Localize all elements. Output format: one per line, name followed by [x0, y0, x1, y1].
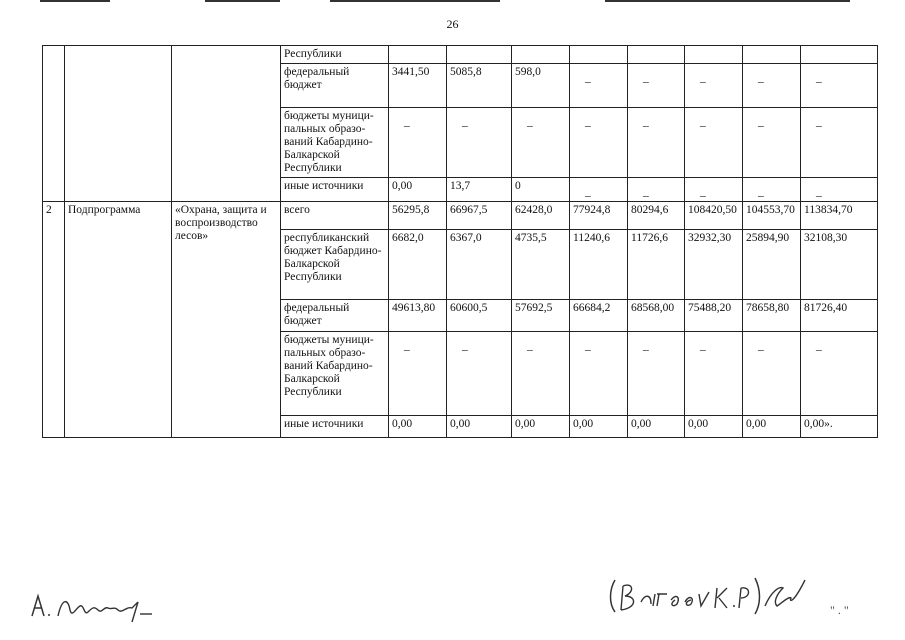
cell-value — [447, 332, 512, 416]
cell-value — [628, 416, 685, 438]
cell-funding-source: республиканский бюджет Кабардино-Балкарской Республики — [281, 230, 389, 300]
cell-value-text: 66967,5 — [450, 204, 488, 216]
cell-value-text: 49613,80 — [392, 302, 436, 314]
cell-value — [389, 300, 447, 332]
cell-value — [801, 416, 878, 438]
cell-value-text: _ — [462, 116, 468, 128]
cell-value-text: 0,00 — [515, 418, 536, 430]
cell-value — [685, 178, 743, 202]
cell-value-text: 598,0 — [515, 66, 541, 78]
cell-value-text: 62428,0 — [515, 204, 553, 216]
cell-value — [743, 202, 801, 230]
cell-value — [570, 230, 628, 300]
cell-value-text: 25894,90 — [746, 232, 790, 244]
cell-value — [447, 416, 512, 438]
cell-value-text: _ — [404, 116, 410, 128]
cell-value-text: _ — [585, 340, 591, 352]
cell-value — [628, 46, 685, 64]
cell-value-text: _ — [585, 186, 591, 198]
cell-value-text: 3441,50 — [392, 66, 430, 78]
cell-funding-source: бюджеты муници-пальных образо-ваний Кабардино-Балкарской Республики — [281, 332, 389, 416]
cell-value-text: _ — [700, 72, 706, 84]
cell-value — [743, 178, 801, 202]
cell-value-text: 0,00 — [450, 418, 471, 430]
cell-value-text: _ — [816, 186, 822, 198]
cell-value — [801, 202, 878, 230]
cell-value-text: _ — [700, 116, 706, 128]
cell-value-text: 11240,6 — [573, 232, 610, 244]
cell-value — [801, 332, 878, 416]
cell-value — [570, 332, 628, 416]
cell-value — [743, 300, 801, 332]
cell-value — [447, 64, 512, 108]
cell-value-text: _ — [527, 116, 533, 128]
cell-value — [801, 230, 878, 300]
cell-value — [570, 300, 628, 332]
cell-value — [447, 202, 512, 230]
table-row — [43, 46, 878, 64]
cell-value-text: _ — [527, 340, 533, 352]
cell-value-text: _ — [816, 340, 822, 352]
top-scan-line-4 — [605, 0, 850, 2]
cell-value — [512, 64, 570, 108]
cell-value — [512, 178, 570, 202]
cell-value-text: _ — [816, 72, 822, 84]
cell-value — [685, 46, 743, 64]
cell-name: «Охрана, защита и воспроизводство лесов» — [172, 202, 281, 438]
cell-value-text: 66684,2 — [573, 302, 611, 314]
cell-value-text: 56295,8 — [392, 204, 430, 216]
cell-value-text: _ — [700, 340, 706, 352]
cell-value — [628, 202, 685, 230]
cell-value — [685, 64, 743, 108]
cell-type: Подпрограмма — [65, 202, 172, 438]
cell-value-text: 108420,50 — [688, 204, 737, 216]
cell-value — [628, 230, 685, 300]
cell-value — [685, 230, 743, 300]
cell-funding-source: Республики — [281, 46, 389, 64]
cell-num — [43, 46, 65, 202]
cell-value-text: 78658,80 — [746, 302, 790, 314]
top-scan-line-2 — [205, 0, 280, 2]
cell-num: 2 — [43, 202, 65, 438]
cell-funding-source: федеральный бюджет — [281, 300, 389, 332]
cell-value — [743, 108, 801, 178]
cell-value-text: 77924,8 — [573, 204, 611, 216]
cell-value-text: _ — [700, 186, 706, 198]
cell-value-text: _ — [585, 72, 591, 84]
cell-value-text: 0,00 — [392, 418, 413, 430]
cell-value — [389, 178, 447, 202]
cell-value — [389, 202, 447, 230]
cell-value — [685, 202, 743, 230]
cell-value-text: 0,00 — [746, 418, 767, 430]
cell-value — [389, 64, 447, 108]
cell-value — [570, 202, 628, 230]
cell-value — [743, 230, 801, 300]
cell-value — [389, 416, 447, 438]
cell-value — [743, 332, 801, 416]
cell-value-text: 4735,5 — [515, 232, 547, 244]
cell-value-text: 0,00 — [573, 418, 594, 430]
cell-value — [743, 46, 801, 64]
cell-value-text: _ — [462, 340, 468, 352]
cell-value-text: 13,7 — [450, 180, 471, 192]
budget-table — [42, 45, 878, 438]
cell-value-text: _ — [643, 186, 649, 198]
cell-value — [389, 108, 447, 178]
cell-funding-source: иные источники — [281, 178, 389, 202]
cell-value-text: 60600,5 — [450, 302, 488, 314]
cell-value-text: _ — [643, 340, 649, 352]
cell-value — [389, 332, 447, 416]
cell-value-text: 11726,6 — [631, 232, 668, 244]
cell-value-text: _ — [758, 116, 764, 128]
cell-funding-source: иные источники — [281, 416, 389, 438]
cell-value-text: 32932,30 — [688, 232, 732, 244]
cell-value — [389, 46, 447, 64]
cell-value — [801, 178, 878, 202]
cell-value — [512, 202, 570, 230]
cell-value — [801, 64, 878, 108]
cell-value-text: 32108,30 — [804, 232, 848, 244]
cell-value-text: 0,00 — [392, 180, 413, 192]
cell-value — [447, 230, 512, 300]
cell-value — [512, 416, 570, 438]
corner-mark: " . " — [830, 603, 849, 617]
cell-value — [512, 300, 570, 332]
cell-value — [512, 332, 570, 416]
cell-value — [512, 108, 570, 178]
top-scan-line-1 — [40, 0, 110, 2]
cell-value-text: _ — [758, 340, 764, 352]
cell-value — [628, 64, 685, 108]
cell-value-text: 75488,20 — [688, 302, 732, 314]
cell-value — [447, 46, 512, 64]
cell-value-text: _ — [404, 340, 410, 352]
cell-value-text: 68568,00 — [631, 302, 675, 314]
cell-value-text: 0 — [515, 180, 521, 192]
cell-value — [570, 416, 628, 438]
cell-funding-source: бюджеты муници-пальных образо-ваний Кабардино-Балкарской Республики — [281, 108, 389, 178]
cell-type — [65, 46, 172, 202]
cell-value — [389, 230, 447, 300]
cell-value-text: 57692,5 — [515, 302, 553, 314]
cell-funding-source: всего — [281, 202, 389, 230]
cell-value — [685, 332, 743, 416]
cell-value-text: 6367,0 — [450, 232, 482, 244]
cell-funding-source: федеральный бюджет — [281, 64, 389, 108]
cell-value — [512, 46, 570, 64]
cell-value — [570, 46, 628, 64]
cell-value-text: _ — [758, 186, 764, 198]
cell-value — [447, 178, 512, 202]
top-scan-line-3 — [330, 0, 500, 2]
cell-value — [628, 332, 685, 416]
cell-value-text: _ — [643, 72, 649, 84]
cell-value — [512, 230, 570, 300]
cell-value — [685, 300, 743, 332]
signature-right — [605, 572, 820, 618]
cell-value — [628, 178, 685, 202]
cell-value-text: _ — [758, 72, 764, 84]
cell-value-text: 6682,0 — [392, 232, 424, 244]
cell-value-text: _ — [585, 116, 591, 128]
cell-value — [570, 64, 628, 108]
cell-value-text: 80294,6 — [631, 204, 669, 216]
cell-value — [628, 300, 685, 332]
cell-value — [447, 108, 512, 178]
cell-value — [447, 300, 512, 332]
cell-value — [685, 108, 743, 178]
page-number: 26 — [446, 17, 459, 31]
cell-value — [570, 178, 628, 202]
cell-value — [801, 46, 878, 64]
cell-value — [801, 108, 878, 178]
cell-value — [743, 416, 801, 438]
cell-value-text: _ — [816, 116, 822, 128]
cell-value-text: 0,00 — [688, 418, 709, 430]
cell-value — [628, 108, 685, 178]
signature-left — [28, 588, 178, 624]
cell-value-text: 5085,8 — [450, 66, 482, 78]
cell-value — [570, 108, 628, 178]
table-row — [43, 202, 878, 230]
cell-value-text: _ — [643, 116, 649, 128]
cell-value-text: 0,00 — [631, 418, 652, 430]
cell-value-text: 0,00». — [804, 418, 833, 430]
cell-name — [172, 46, 281, 202]
cell-value — [801, 300, 878, 332]
cell-value-text: 113834,70 — [804, 204, 853, 216]
cell-value — [685, 416, 743, 438]
cell-value-text: 104553,70 — [746, 204, 795, 216]
cell-value — [743, 64, 801, 108]
cell-value-text: 81726,40 — [804, 302, 848, 314]
